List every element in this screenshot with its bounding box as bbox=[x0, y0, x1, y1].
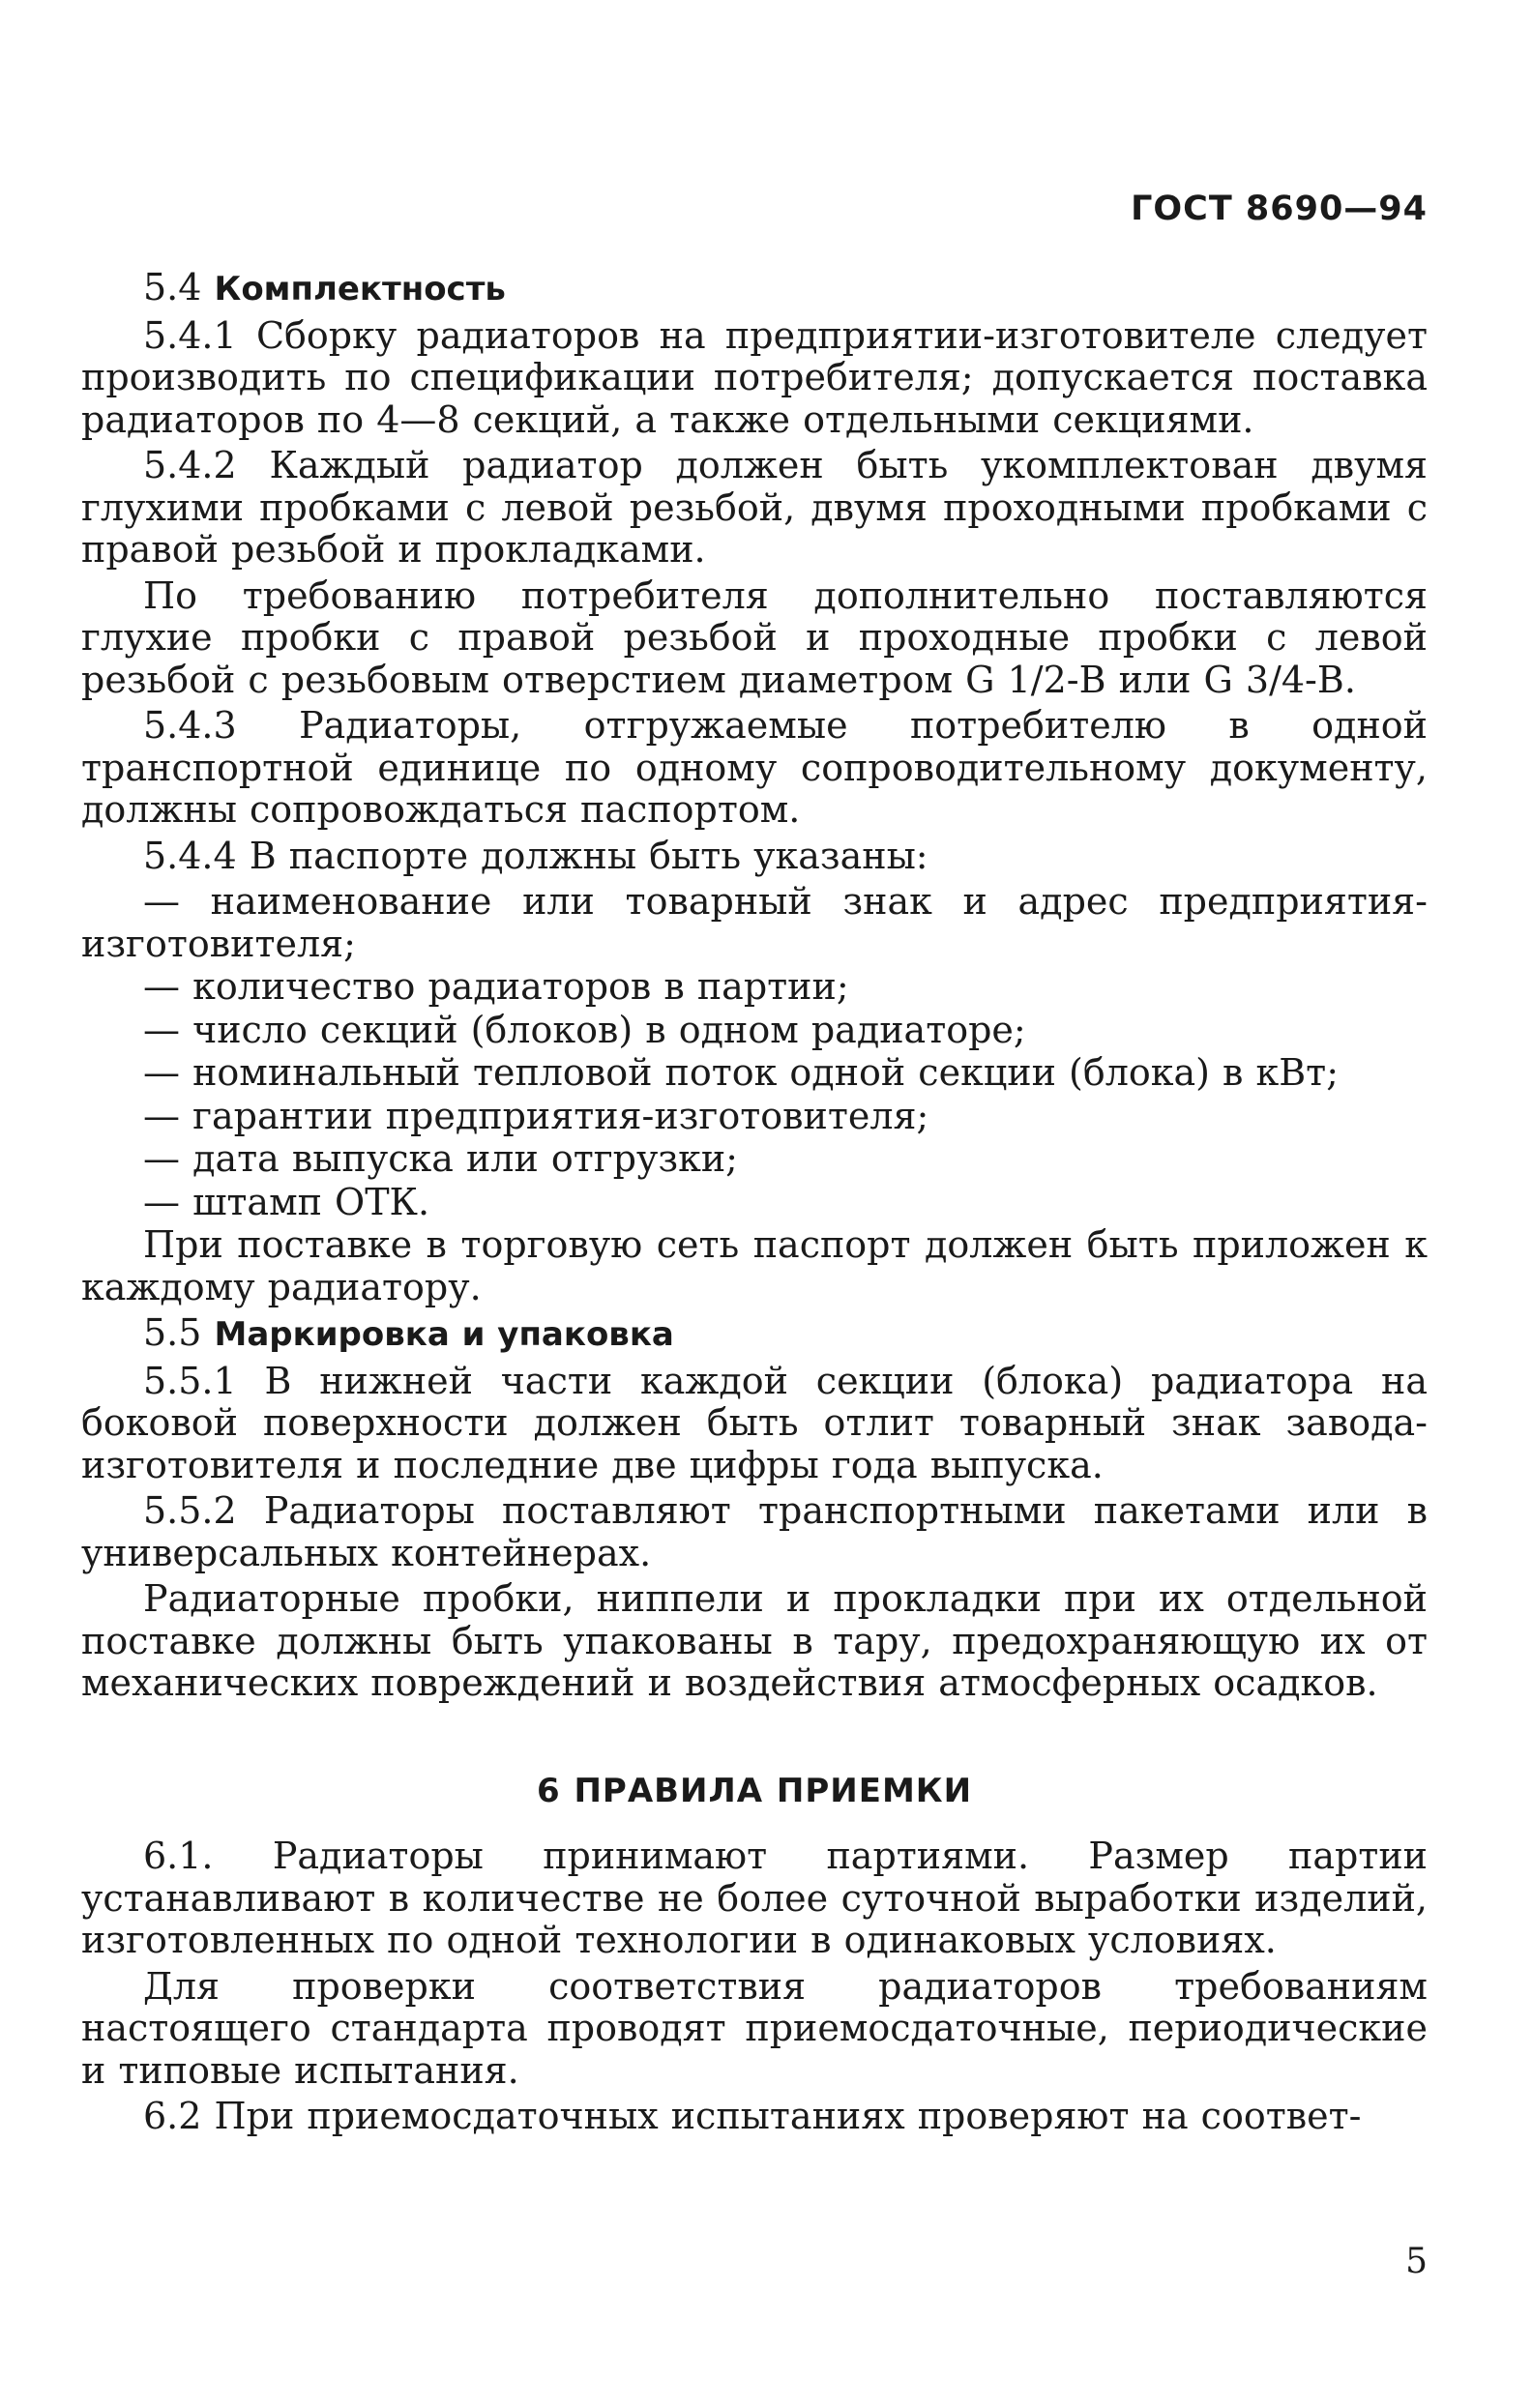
paragraph-5-5-1: 5.5.1 В нижней части каждой секции (блока) радиатора на боковой поверхности должен быть отлит товарный знак завода-изготовителя и последние две цифры года выпуска. bbox=[81, 1359, 1428, 1486]
list-item: — штамп ОТК. bbox=[143, 1180, 430, 1223]
list-item: — наименование или товарный знак и адрес предприятия-изготовителя; bbox=[81, 880, 1428, 965]
paragraph-5-4-1: 5.4.1 Сборку радиаторов на предприятии-изготовителе следует производить по спецификации потребителя; допускается поставка радиаторов по 4—8 секций, а также отдельными секциями. bbox=[81, 313, 1428, 441]
section-5-4-title: Комплектность bbox=[214, 270, 506, 308]
section-5-5-title: Маркировка и упаковка bbox=[214, 1315, 674, 1354]
page-number: 5 bbox=[1405, 2242, 1428, 2281]
section-5-4-number: 5.4 bbox=[143, 266, 202, 308]
paragraph-6-2: 6.2 При приемосдаточных испытаниях проверяют на соответ- bbox=[143, 2095, 1362, 2137]
section-5-5-heading bbox=[81, 1312, 1428, 1357]
paragraph-6-1: 6.1. Радиаторы принимают партиями. Размер партии устанавливают в количестве не более суточной выработки изделий, изготовленных по одной технологии в одинаковых условиях. bbox=[81, 1835, 1428, 1961]
list-item: — гарантии предприятия-изготовителя; bbox=[143, 1094, 929, 1137]
list-item: — количество радиаторов в партии; bbox=[143, 965, 849, 1008]
passport-requirements-list bbox=[81, 881, 1428, 1223]
document-body bbox=[81, 267, 1428, 2142]
paragraph-5-5-2-addendum: Радиаторные пробки, ниппели и прокладки при их отдельной поставке должны быть упакованы в тару, предохраняющую их от механических повреждений и воздействия атмосферных осадков. bbox=[81, 1577, 1428, 1704]
paragraph-5-4-4: 5.4.4 В паспорте должны быть указаны: bbox=[143, 834, 928, 877]
paragraph-5-4-3: 5.4.3 Радиаторы, отгружаемые потребителю в одной транспортной единице по одному сопроводительному документу, должны сопровождаться паспортом. bbox=[81, 704, 1428, 831]
paragraph-5-4-2-addendum: По требованию потребителя дополнительно поставляются глухие пробки с правой резьбой и проходные пробки с левой резьбой с резьбовым отверстием диаметром G 1/2-B или G 3/4-B. bbox=[81, 573, 1428, 701]
paragraph-6-1-addendum: Для проверки соответствия радиаторов требованиям настоящего стандарта проводят приемосдаточные, периодические и типовые испытания. bbox=[81, 1964, 1428, 2092]
document-page bbox=[81, 0, 1428, 2408]
paragraph-retail-passport: При поставке в торговую сеть паспорт должен быть приложен к каждому радиатору. bbox=[81, 1223, 1428, 1308]
paragraph-5-4-2: 5.4.2 Каждый радиатор должен быть укомплектован двумя глухими пробками с левой резьбой, двумя проходными пробками с правой резьбой и прокладками. bbox=[81, 444, 1428, 571]
section-5-4-heading bbox=[81, 267, 1428, 311]
section-6-title: 6 ПРАВИЛА ПРИЕМКИ bbox=[536, 1771, 973, 1810]
section-5-5-number: 5.5 bbox=[143, 1311, 202, 1354]
paragraph-5-5-2: 5.5.2 Радиаторы поставляют транспортными пакетами или в универсальных контейнерах. bbox=[81, 1489, 1428, 1574]
list-item: — номинальный тепловой поток одной секции (блока) в кВт; bbox=[143, 1051, 1340, 1094]
list-item: — число секций (блоков) в одном радиаторе; bbox=[143, 1008, 1026, 1051]
list-item: — дата выпуска или отгрузки; bbox=[143, 1137, 738, 1180]
document-header: ГОСТ 8690—94 bbox=[1131, 190, 1428, 228]
